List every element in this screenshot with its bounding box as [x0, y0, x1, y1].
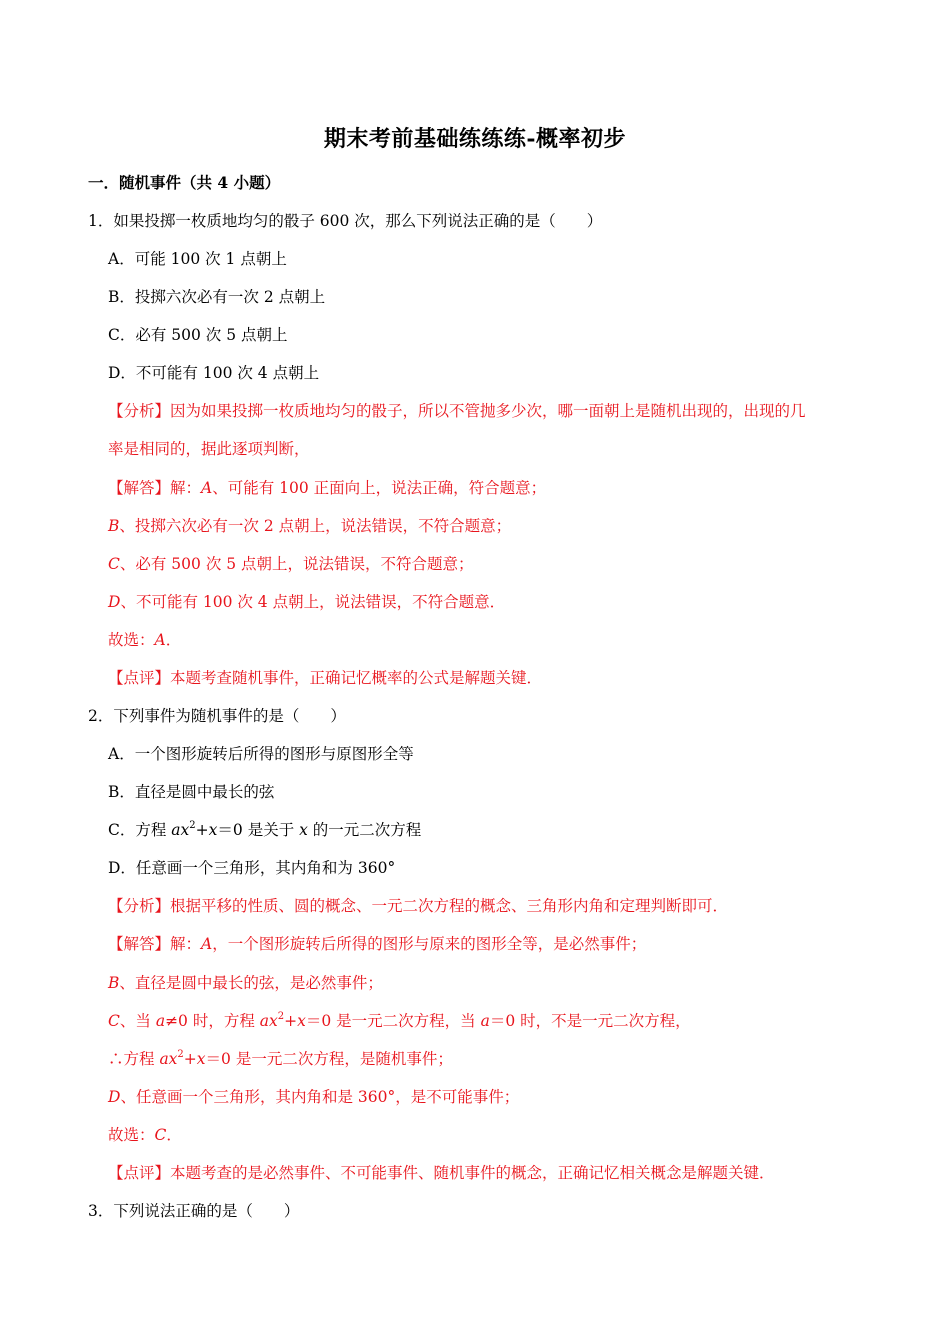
q1-solution-pre: 解：	[170, 479, 202, 497]
q2-solution-l4-plus: +	[183, 1050, 197, 1068]
q1-choice-post: ．	[165, 631, 182, 649]
q1-comment-tag: 【点评】	[108, 669, 171, 687]
q1-choice-var: A	[154, 631, 166, 649]
q2-solution-text2: 、直径是圆中最长的弦，是必然事件；	[119, 974, 383, 992]
q2-solution-text5: 、任意画一个三角形，其内角和是 360°，是不可能事件；	[120, 1088, 520, 1106]
q2-option-c-pre: C．方程	[108, 821, 172, 839]
q1-solution-line3	[108, 552, 474, 576]
q2-option-c-x: x	[208, 821, 218, 839]
q1-option-b: B．投掷六次必有一次 2 点朝上	[108, 288, 326, 306]
q2-solution-var-d: D	[108, 1088, 121, 1106]
q1-solution-tag: 【解答】	[108, 479, 171, 497]
q2-choice-post: ．	[166, 1126, 182, 1144]
q2-solution-l4-x: x	[196, 1050, 206, 1068]
q2-solution-l3-x: x	[297, 1012, 306, 1030]
q2-comment-text: 本题考查的是必然事件、不可能事件、随机事件的概念，正确记忆相关概念是解题关键．	[170, 1164, 775, 1182]
q1-analysis-tag: 【分析】	[108, 402, 171, 420]
q2-analysis-text: 根据平移的性质、圆的概念、一元二次方程的概念、三角形内角和定理判断即可．	[170, 897, 729, 915]
q2-solution-line5	[108, 1085, 519, 1109]
q2-option-c	[108, 818, 421, 842]
q2-solution-l3-plus: +	[284, 1012, 298, 1030]
q2-comment-tag: 【点评】	[108, 1164, 171, 1182]
q1-comment-text: 本题考查随机事件，正确记忆概率的公式是解题关键．	[170, 669, 543, 687]
q2-solution-l3-ax: ax	[259, 1012, 278, 1030]
q1-choice-pre: 故选：	[108, 631, 155, 649]
q2-choice	[108, 1123, 182, 1147]
q2-solution-l4-a: ∴方程	[108, 1050, 160, 1068]
q2-solution-l4-exp: 2	[177, 1048, 184, 1060]
q2-solution-l3-exp: 2	[277, 1010, 285, 1022]
q2-solution-l3-avar: a	[155, 1012, 166, 1030]
q2-solution-l3-d: ＝0 时，不是一元二次方程，	[489, 1012, 691, 1030]
q1-solution-var-d: D	[108, 593, 121, 611]
q2-choice-pre: 故选：	[108, 1126, 155, 1144]
q2-solution-line3	[108, 1009, 691, 1033]
q2-option-b: B．直径是圆中最长的弦	[108, 783, 275, 801]
q1-solution-var-c: C	[108, 555, 120, 573]
q1-solution-line2	[108, 514, 511, 538]
q1-solution-text4: 、不可能有 100 次 4 点朝上，说法错误，不符合题意．	[120, 593, 506, 611]
q2-option-c-plus: +	[195, 821, 209, 839]
q2-option-c-exp: 2	[189, 819, 196, 831]
q1-solution-line1	[108, 476, 546, 500]
q1-stem: 1．如果投掷一枚质地均匀的骰子 600 次，那么下列说法正确的是（ ）	[88, 212, 603, 230]
q2-stem: 2．下列事件为随机事件的是（ ）	[88, 707, 346, 725]
q2-option-c-var: x	[299, 821, 308, 839]
q2-choice-var: C	[154, 1126, 167, 1144]
q2-solution-pre: 解：	[170, 935, 202, 953]
q1-solution-var-b: B	[108, 517, 120, 535]
q1-solution-text2: 、投掷六次必有一次 2 点朝上，说法错误，不符合题意；	[119, 517, 512, 535]
q2-analysis-tag: 【分析】	[108, 897, 171, 915]
q1-solution-text3: 、必有 500 次 5 点朝上，说法错误，不符合题意；	[119, 555, 474, 573]
q2-solution-var-b: B	[108, 974, 120, 992]
q1-solution-line4	[108, 590, 505, 614]
document-title: 期末考前基础练练练-概率初步	[323, 126, 627, 152]
q2-option-a: A．一个图形旋转后所得的图形与原图形全等	[108, 745, 414, 763]
q2-solution-l4-b: ＝0 是一元二次方程，是随机事件；	[205, 1050, 453, 1068]
section-heading: 一．随机事件（共 4 小题）	[88, 173, 281, 192]
q1-option-a: A．可能 100 次 1 点朝上	[108, 250, 287, 268]
q2-option-c-tail: ＝0 是关于	[217, 821, 300, 839]
q1-option-d: D．不可能有 100 次 4 点朝上	[108, 364, 320, 382]
q3-stem: 3．下列说法正确的是（ ）	[88, 1202, 300, 1220]
q2-solution-text1: ，一个图形旋转后所得的图形与原来的图形全等，是必然事件；	[212, 935, 647, 953]
q1-analysis-line2: 率是相同的，据此逐项判断，	[108, 440, 310, 458]
q2-solution-line1	[108, 932, 646, 956]
q2-comment	[108, 1161, 775, 1185]
q2-solution-l3-a: 、当	[119, 1012, 156, 1030]
q2-analysis	[108, 894, 728, 918]
q2-option-d: D．任意画一个三角形，其内角和为 360°	[108, 859, 396, 877]
q1-choice	[108, 628, 181, 652]
q2-solution-l3-c: ＝0 是一元二次方程，当	[305, 1012, 481, 1030]
q1-solution-var-a: A	[201, 479, 213, 497]
q2-solution-tag: 【解答】	[108, 935, 171, 953]
q2-solution-line4	[108, 1047, 453, 1071]
q2-solution-line2	[108, 971, 383, 995]
q1-solution-text1: 、可能有 100 正面向上，说法正确，符合题意；	[212, 479, 547, 497]
q2-option-c-ax: ax	[171, 821, 190, 839]
q2-solution-l3-b: ≠0 时，方程	[165, 1012, 260, 1030]
q2-option-c-post: 的一元二次方程	[307, 821, 422, 839]
q1-comment	[108, 666, 542, 690]
q2-solution-var-a: A	[201, 935, 213, 953]
q1-option-c: C．必有 500 次 5 点朝上	[108, 326, 288, 344]
q2-solution-l4-ax: ax	[159, 1050, 178, 1068]
q2-solution-l3-avar2: a	[480, 1012, 490, 1030]
q1-analysis-text1: 因为如果投掷一枚质地均匀的骰子，所以不管抛多少次，哪一面朝上是随机出现的，出现的几	[170, 402, 806, 420]
q1-analysis-line1	[108, 399, 806, 423]
q2-solution-var-c: C	[108, 1012, 120, 1030]
